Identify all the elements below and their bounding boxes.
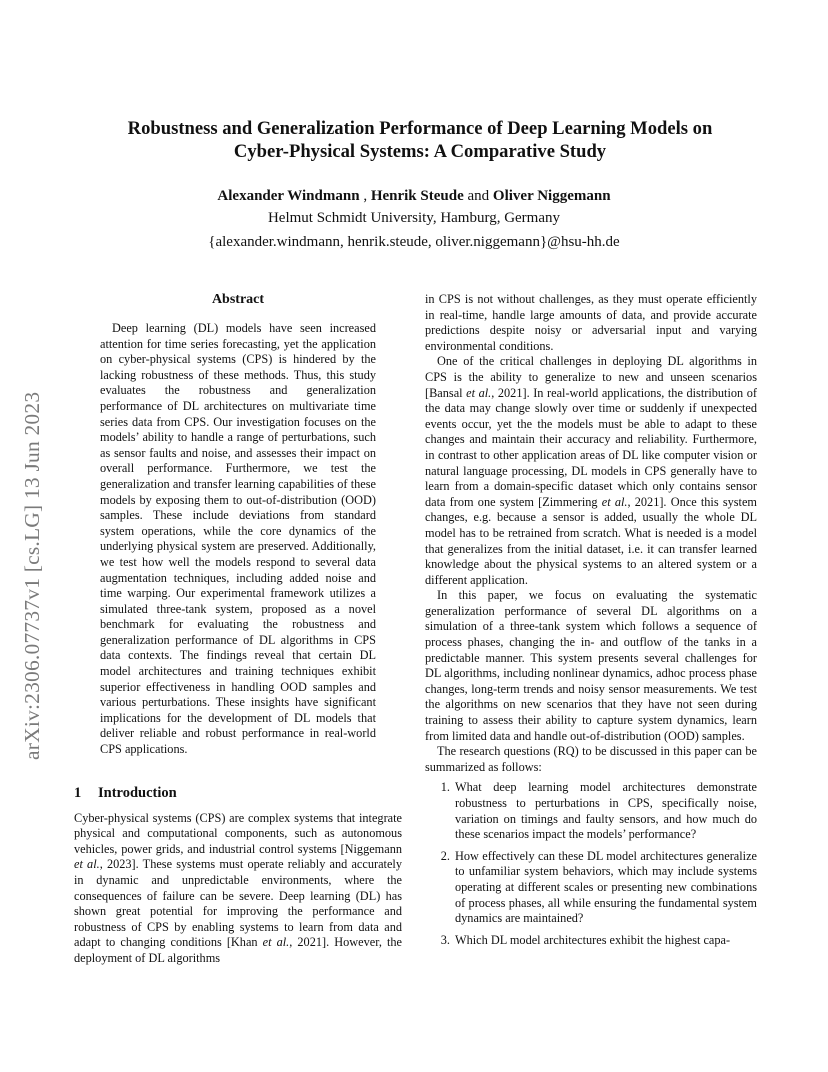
italic-text: et al.: [601, 494, 628, 509]
paragraph-continuation: in CPS is not without challenges, as they must operate efficiently in real-time, handle large amounts of data, and provide accurate predictions despite noisy or adversarial input and varying environmental conditions.: [425, 292, 757, 353]
author-emails: {alexander.windmann, henrik.steude, oliver.niggemann}@hsu-hh.de: [208, 234, 620, 250]
left-column: [74, 291, 402, 967]
text-run: , 2023]. These systems must operate reliably and accurately in dynamic and unpredictable environments, where the consequences of failure can be severe. Deep learning (DL) has shown great potential for improving the performance and robustness of CPS by enabling systems to learn from data and adapt to changing conditions [Khan: [74, 857, 402, 950]
text-run: , 2021]. However, the deployment of DL algorithms: [74, 935, 403, 965]
arxiv-identifier: arXiv:2306.07737v1 [cs.LG] 13 Jun 2023: [20, 391, 44, 760]
abstract-body: Deep learning (DL) models have seen increased attention for time series forecasting, yet the application on cyber-physical systems (CPS) is hindered by the lacking robustness of these methods. Thus, this study evaluates the robustness and generalization performance of DL architectures on multivariate time series data from CPS. Our investigation focuses on the models’ ability to handle a range of perturbations, such as sensor faults and noise, and assesses their impact on overall performance. Furthermore, we test the generalization and transfer learning capabilities of these models by exposing them to out-of-distribution (OOD) samples. These include deviations from standard system operations, while the core dynamics of the underlying physical system are preserved. Additionally, we test how well the models respond to several data augmentation techniques, including added noise and time warping. Our experimental framework utilizes a simulated three-tank system, proposed as a novel benchmark for evaluating the robustness and generalization performance of DL algorithms in CPS data contexts. The findings reveal that certain DL model architectures and training techniques exhibit superior effectiveness in handling OOD samples and various perturbations. These insights have significant implications for the development of DL models that deliver reliable and robust performance in real-world CPS applications.: [100, 321, 376, 757]
title-line-1: Robustness and Generalization Performance of Deep Learning Models on: [127, 118, 713, 139]
research-question-item: 1. What deep learning model architectures demonstrate robustness to perturbations in CPS, specifically noise, variation on timings and faulty sensors, and how much do these scenarios impact the models’ performance?: [453, 780, 757, 842]
author-name: Henrik Steude: [370, 188, 464, 204]
section-heading: [74, 784, 402, 802]
right-column: [425, 292, 757, 954]
research-question-item: 2. How effectively can these DL model architectures generalize to unfamiliar system behaviors, which may include systems operating at different scales or presenting new combinations of process phases, all while ensuring the fundamental system dynamics are maintained?: [453, 849, 757, 927]
italic-text: et al.: [466, 385, 492, 400]
paragraph: [425, 354, 757, 588]
author-conjunction: and: [463, 188, 493, 204]
text-run: , 2021]. Once this system changes, e.g. because a sensor is added, usually the whole DL model has to be retrained from scratch. What is needed is a model that generalizes from the initial dataset, i.e. it can transfer learned knowledge about the physical systems to an altered system or a different application.: [425, 494, 757, 587]
text-run: Cyber-physical systems (CPS) are complex systems that integrate physical and computational components, such as autonomous vehicles, power grids, and industrial control systems [Niggemann: [74, 810, 402, 856]
italic-text: et al.: [262, 935, 290, 950]
paragraph: [74, 811, 402, 967]
paper-header: [0, 117, 828, 252]
section-number: 1: [74, 784, 82, 801]
author-separator: ,: [359, 188, 371, 204]
author-name: Alexander Windmann: [217, 188, 360, 204]
section-title: Introduction: [98, 784, 177, 801]
author-affiliation: Helmut Schmidt University, Hamburg, Germany: [267, 210, 561, 226]
research-question-list: [425, 780, 757, 948]
text-run: , 2021]. In real-world applications, the distribution of the data may change slowly over time or suddenly if unexpected events occur, yet the the models must be able to adapt to these changes and maintain their accuracy and reliability. Furthermore, in contrast to other application areas of DL like computer vision or natural language processing, DL models in CPS generally have to learn from a domain-specific dataset which only contains sensor data from one system [Zimmering: [425, 385, 757, 509]
text-run: One of the critical challenges in deploying DL algorithms in CPS is the ability to generalize to new and unseen scenarios [Bansal: [425, 354, 757, 400]
paragraph: The research questions (RQ) to be discussed in this paper can be summarized as follows:: [425, 744, 757, 774]
abstract-heading: Abstract: [211, 292, 265, 307]
paper-title: [12, 117, 828, 163]
italic-text: et al.: [74, 857, 100, 872]
research-question-item: 3. Which DL model architectures exhibit the highest capa-: [453, 933, 757, 949]
author-list: [0, 186, 828, 206]
paragraph: In this paper, we focus on evaluating the systematic generalization performance of several DL algorithms on a simulation of a three-tank system which follows a sequence of process phases, changing the in- and outflow of the tanks in a predictable manner. This system presents several challenges for DL algorithms, including nonlinear dynamics, adhoc process phase changes, long-term trends and noisy sensor measurements. We test the algorithms on new scenarios that they have not seen during training to assess their ability to capture system dynamics, learn from limited data and handle out-of-distribution (OOD) samples.: [425, 588, 757, 743]
author-name: Oliver Niggemann: [492, 188, 611, 204]
title-line-2: Cyber-Physical Systems: A Comparative Study: [233, 141, 607, 162]
